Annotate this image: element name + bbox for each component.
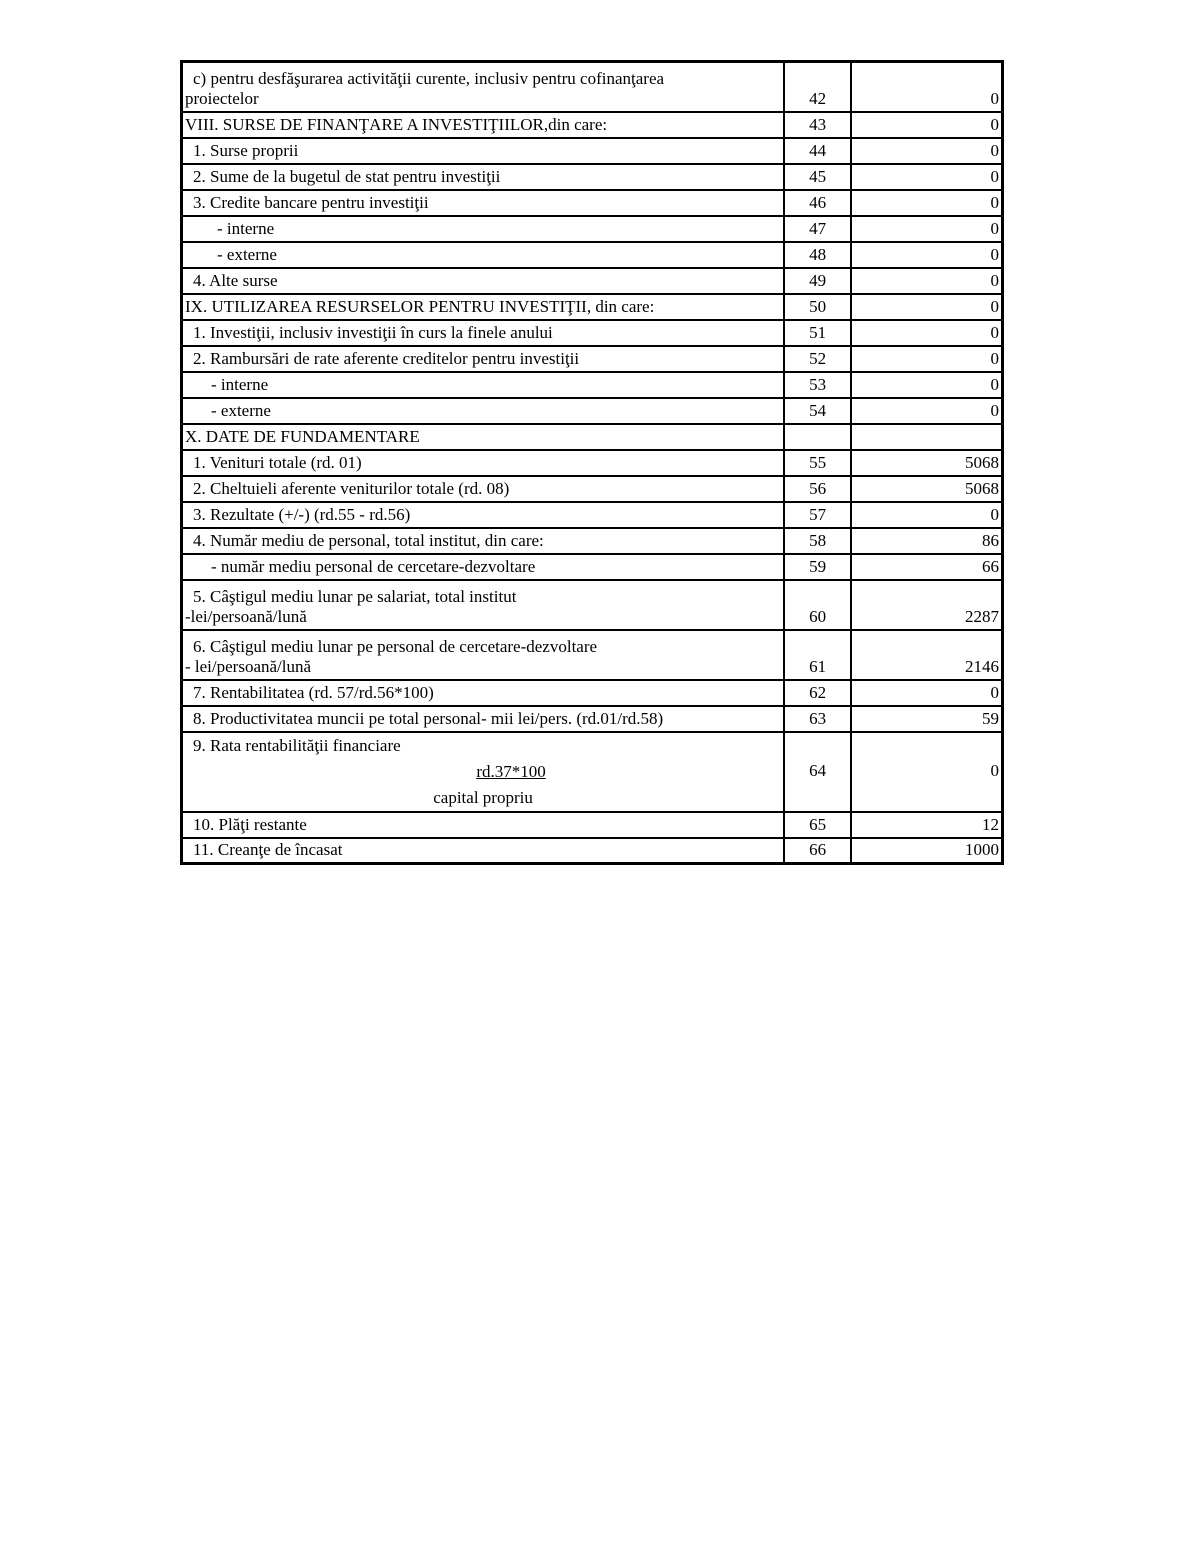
row-value: 0 [851,320,1002,346]
row-number: 48 [784,242,851,268]
table-row [182,138,1003,164]
formula-denominator: capital propriu [433,787,533,807]
row-number: 56 [784,476,851,502]
table-row [182,706,1003,732]
row-number: 46 [784,190,851,216]
row-value [851,424,1002,450]
row-label-line1: 5. Câştigul mediu lunar pe salariat, total institut [193,586,517,606]
row-value: 0 [851,216,1002,242]
row-value: 0 [851,398,1002,424]
row-value: 86 [851,528,1002,554]
row-value: 0 [851,112,1002,138]
row-label: 8. Productivitatea muncii pe total personal- mii lei/pers. (rd.01/rd.58) [182,706,785,732]
row-number: 52 [784,346,851,372]
row-number: 53 [784,372,851,398]
table-row [182,62,1003,112]
row-label: - externe [182,242,785,268]
row-value: 12 [851,812,1002,838]
formula-numerator: rd.37*100 [476,761,546,781]
table-row [182,112,1003,138]
table-row [182,732,1003,812]
row-label-line2: proiectelor [185,88,259,108]
row-label: 4. Alte surse [182,268,785,294]
row-label [182,732,785,812]
row-label: - interne [182,216,785,242]
row-value: 0 [851,680,1002,706]
row-number: 64 [784,732,851,812]
table-row [182,502,1003,528]
row-label-line1: 9. Rata rentabilităţii financiare [193,735,401,755]
table-row [182,398,1003,424]
row-value: 0 [851,502,1002,528]
row-number: 65 [784,812,851,838]
row-number: 66 [784,838,851,864]
row-number: 43 [784,112,851,138]
row-value: 0 [851,372,1002,398]
row-value: 0 [851,294,1002,320]
row-value: 2287 [851,580,1002,630]
row-label-line2: -lei/persoană/lună [185,606,307,626]
row-value: 0 [851,62,1002,112]
table-row [182,528,1003,554]
row-label: 3. Credite bancare pentru investiţii [182,190,785,216]
row-label: 2. Rambursări de rate aferente creditelor pentru investiţii [182,346,785,372]
row-label: 10. Plăţi restante [182,812,785,838]
row-value: 0 [851,138,1002,164]
section-heading: VIII. SURSE DE FINANŢARE A INVESTIŢIILOR,din care: [182,112,785,138]
row-value: 0 [851,190,1002,216]
table-row [182,372,1003,398]
table-row [182,190,1003,216]
row-value: 0 [851,164,1002,190]
table-row [182,580,1003,630]
row-value: 0 [851,732,1002,812]
row-label: 7. Rentabilitatea (rd. 57/rd.56*100) [182,680,785,706]
row-number: 45 [784,164,851,190]
row-label: - interne [182,372,785,398]
row-number: 42 [784,62,851,112]
row-value: 1000 [851,838,1002,864]
row-number: 44 [784,138,851,164]
table-row [182,812,1003,838]
row-value: 5068 [851,450,1002,476]
row-label: 3. Rezultate (+/-) (rd.55 - rd.56) [182,502,785,528]
table-row [182,164,1003,190]
row-label: - externe [182,398,785,424]
row-value: 0 [851,242,1002,268]
table-row [182,268,1003,294]
financial-indicators-table [180,60,1004,865]
row-number [784,424,851,450]
table-row [182,346,1003,372]
table-row [182,424,1003,450]
row-number: 63 [784,706,851,732]
section-heading: X. DATE DE FUNDAMENTARE [182,424,785,450]
table-row [182,294,1003,320]
table-row [182,476,1003,502]
row-value: 0 [851,268,1002,294]
row-label: 2. Cheltuieli aferente veniturilor totale (rd. 08) [182,476,785,502]
row-label-line2: - lei/persoană/lună [185,656,312,676]
table-row [182,554,1003,580]
table-row [182,630,1003,680]
row-label [182,630,785,680]
section-heading: IX. UTILIZAREA RESURSELOR PENTRU INVESTIŢII, din care: [182,294,785,320]
row-label: - număr mediu personal de cercetare-dezvoltare [182,554,785,580]
row-value: 59 [851,706,1002,732]
table-row [182,320,1003,346]
row-number: 47 [784,216,851,242]
row-value: 5068 [851,476,1002,502]
row-number: 61 [784,630,851,680]
row-label-line1: 6. Câştigul mediu lunar pe personal de cercetare-dezvoltare [193,636,598,656]
table-row [182,450,1003,476]
row-label [182,62,785,112]
row-label: 1. Surse proprii [182,138,785,164]
row-label: 2. Sume de la bugetul de stat pentru investiţii [182,164,785,190]
row-number: 49 [784,268,851,294]
row-number: 62 [784,680,851,706]
row-number: 59 [784,554,851,580]
row-number: 58 [784,528,851,554]
table-row [182,838,1003,864]
row-number: 50 [784,294,851,320]
row-value: 66 [851,554,1002,580]
row-label: 1. Investiţii, inclusiv investiţii în curs la finele anului [182,320,785,346]
row-label: 1. Venituri totale (rd. 01) [182,450,785,476]
row-number: 60 [784,580,851,630]
table-row [182,242,1003,268]
row-number: 54 [784,398,851,424]
row-number: 57 [784,502,851,528]
row-value: 2146 [851,630,1002,680]
row-label: 11. Creanţe de încasat [182,838,785,864]
table-row [182,216,1003,242]
row-label: 4. Număr mediu de personal, total institut, din care: [182,528,785,554]
row-number: 55 [784,450,851,476]
row-value: 0 [851,346,1002,372]
row-label [182,580,785,630]
row-label-line1: c) pentru desfăşurarea activităţii curente, inclusiv pentru cofinanţarea [193,68,665,88]
table-row [182,680,1003,706]
row-number: 51 [784,320,851,346]
